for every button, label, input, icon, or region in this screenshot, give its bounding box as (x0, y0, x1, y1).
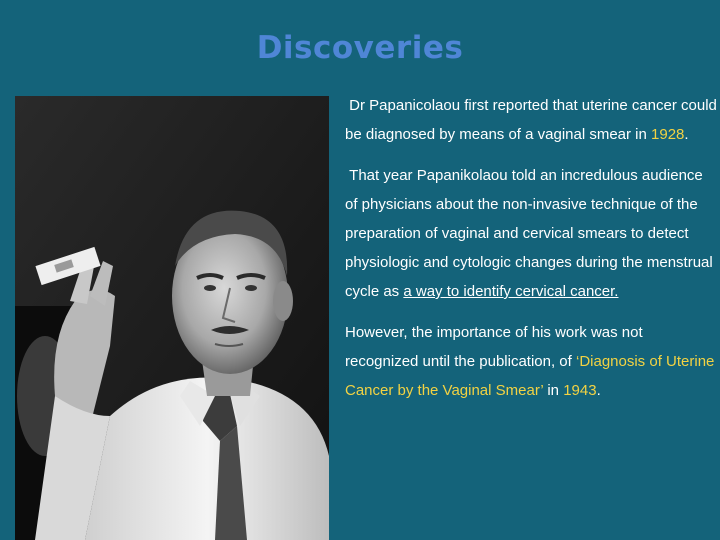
paragraph-2-text: That year Papanikolaou told an incredulous audience of physicians about the non-invasive technique of the preparation of vaginal and cervical smears to detect physiologic and cytologic changes during the menstrual cycle as (345, 167, 713, 300)
portrait-photo (15, 96, 329, 540)
paragraph-recognition (345, 318, 717, 405)
paragraph-pap-smear-1928 (345, 91, 717, 149)
slide-title: Discoveries (256, 30, 464, 66)
paragraph-3-middle: in (543, 382, 564, 399)
paragraph-presentation (345, 161, 717, 306)
book-title: ‘Diagnosis of Uterine Cancer by the Vaginal Smear’ (345, 353, 715, 399)
year-1928: 1928 (651, 126, 685, 143)
paragraph-1-text: Dr Papanicolaou first reported that uterine cancer could be diagnosed by means of a vaginal smear in (345, 97, 717, 143)
paragraph-1-end: . (684, 126, 689, 143)
paragraph-3-end: . (596, 382, 601, 399)
paragraph-3-text: However, the importance of his work was not recognized until the publication, of (345, 324, 643, 370)
underlined-phrase: a way to identify cervical cancer. (403, 283, 619, 300)
year-1943: 1943 (563, 382, 597, 399)
slide-body (345, 91, 717, 414)
